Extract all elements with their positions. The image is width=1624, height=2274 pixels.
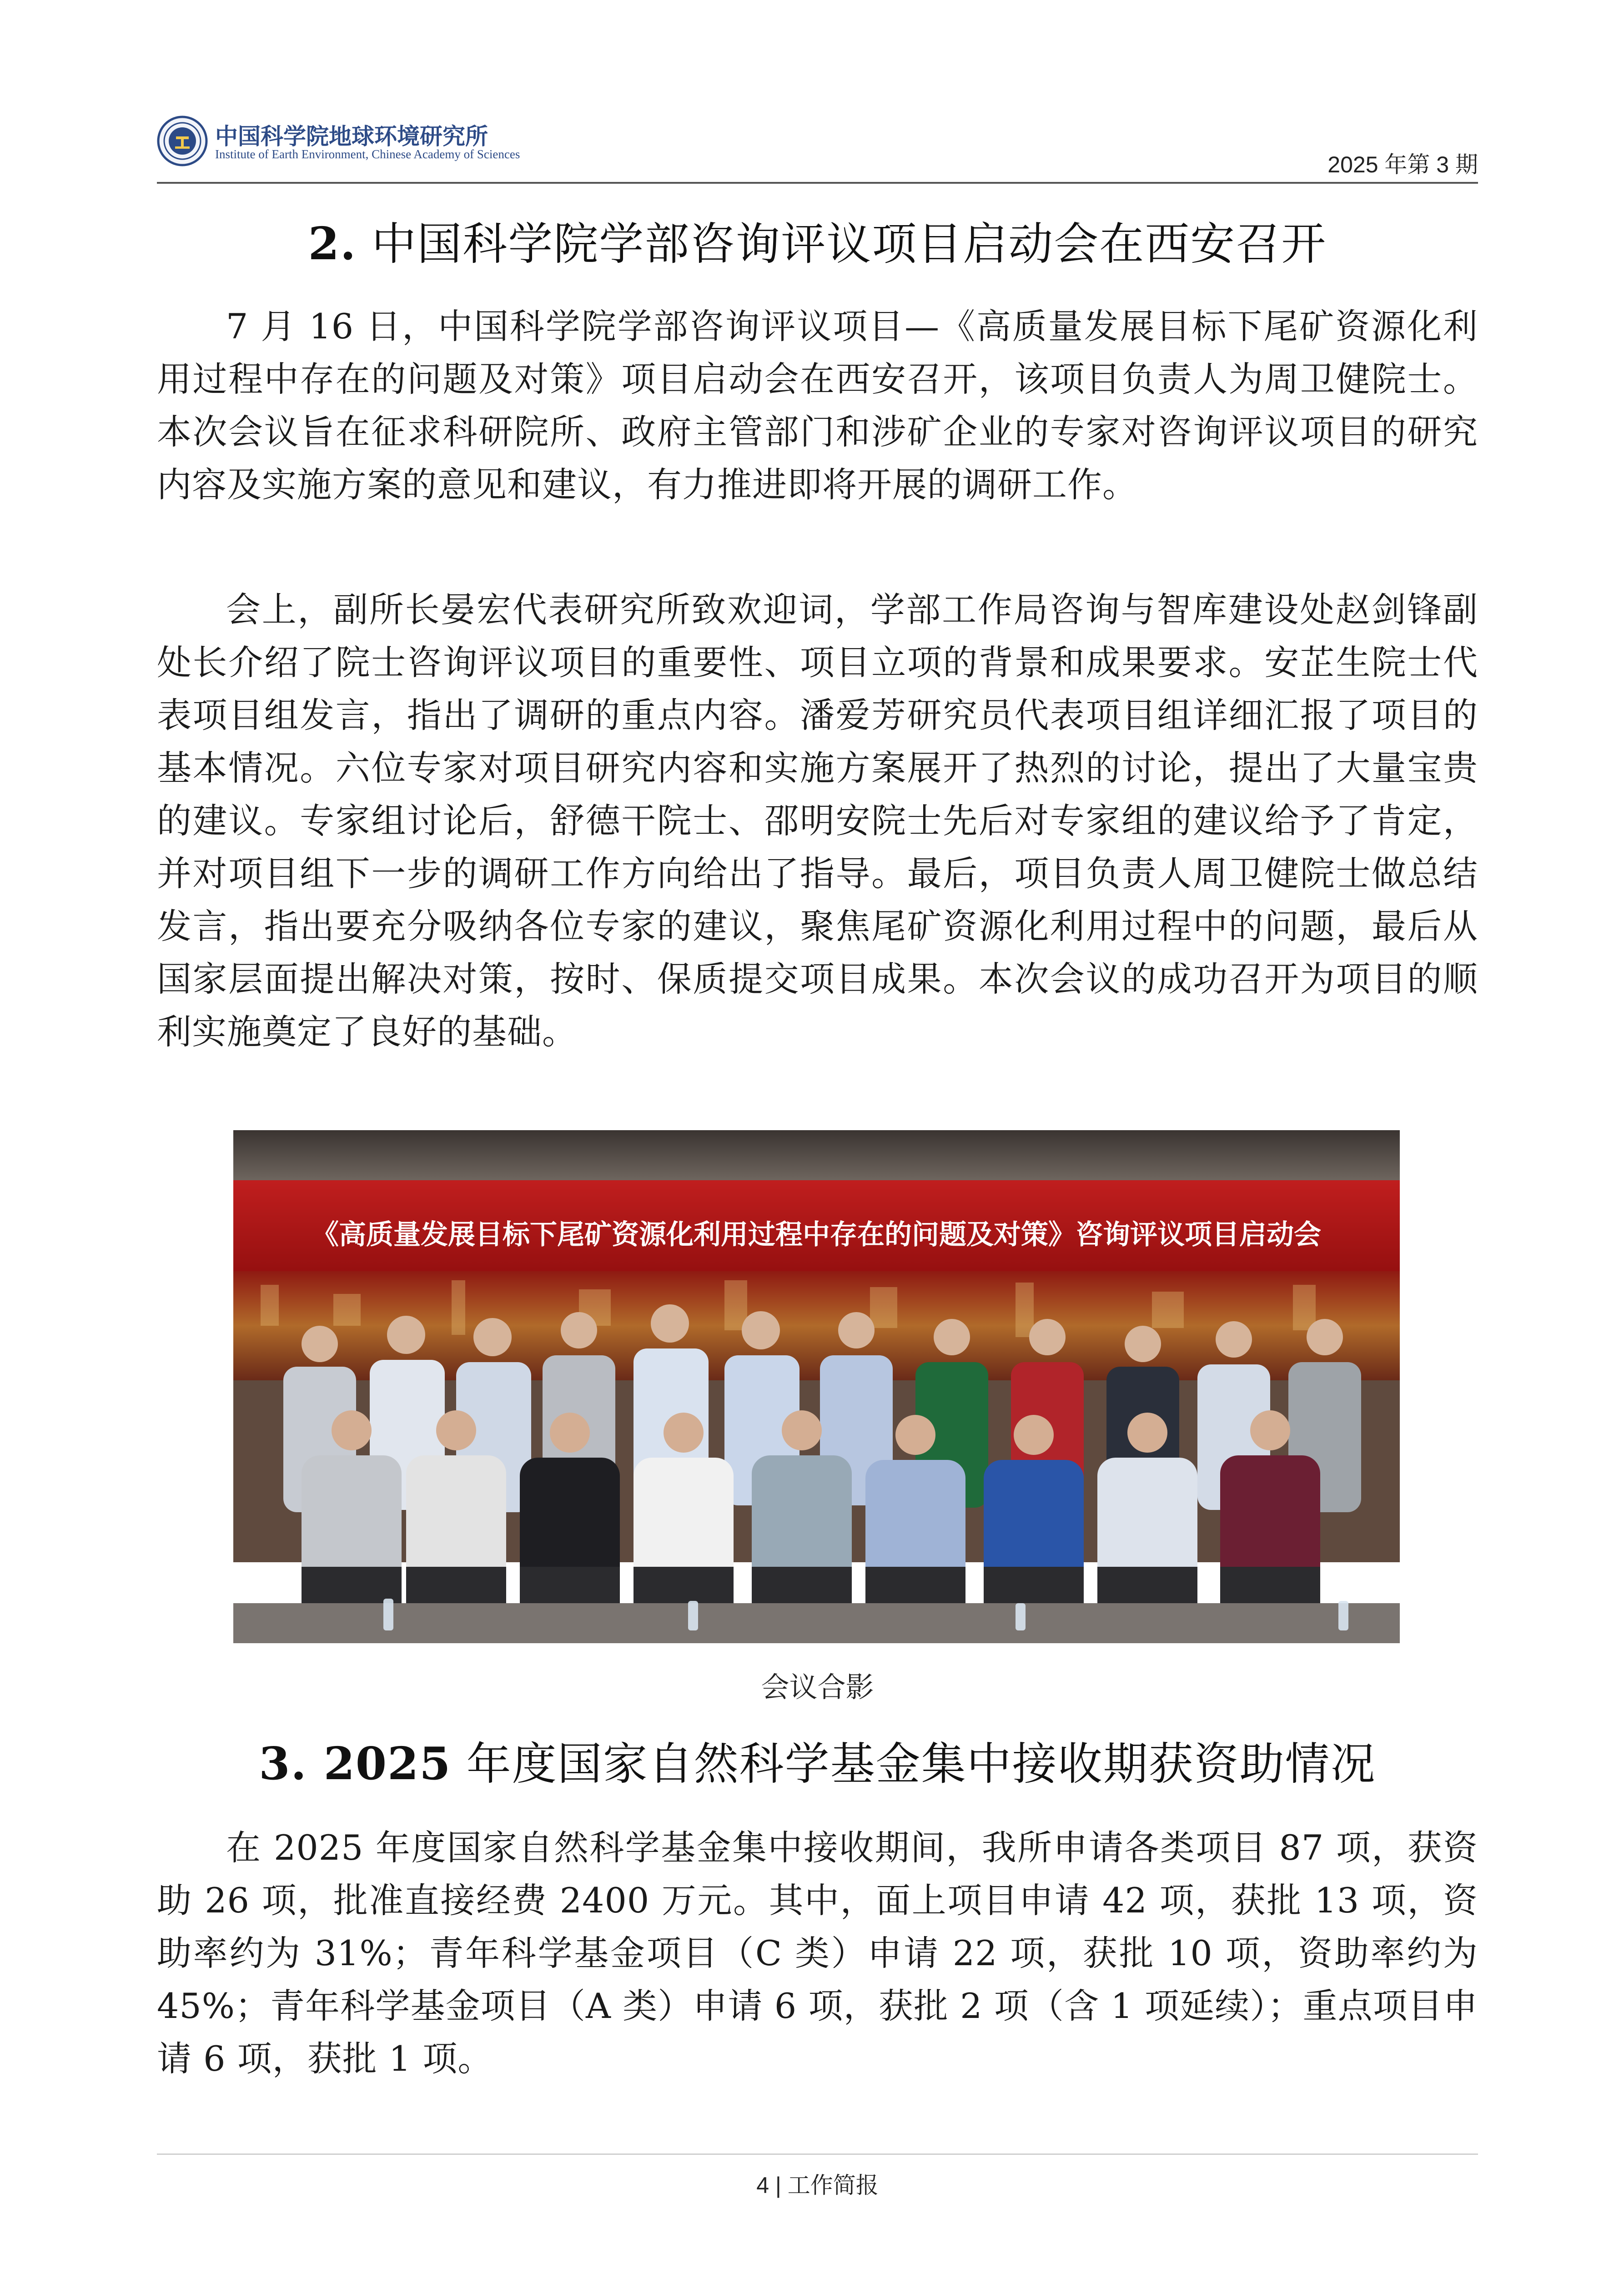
group-photo [233, 1130, 1400, 1643]
section-2-heading [157, 208, 1478, 272]
section-2-paragraph-2: 会上，副所长晏宏代表研究所致欢迎词，学部工作局咨询与智库建设处赵剑锋副处长介绍了院士咨询评议项目的重要性、项目立项的背景和成果要求。安芷生院士代表项目组发言，指出了调研的重点内容。潘爱芳研究员代表项目组详细汇报了项目的基本情况。六位专家对项目研究内容和实施方案展开了热烈的讨论，提出了大量宝贵的建议。专家组讨论后，舒德干院士、邵明安院士先后对专家组的建议给予了肯定，并对项目组下一步的调研工作方向给出了指导。最后，项目负责人周卫健院士做总结发言，指出要充分吸纳各位专家的建议，聚焦尾矿资源化利用过程中的问题，最后从国家层面提出解决对策，按时、保质提交项目成果。本次会议的成功召开为项目的顺利实施奠定了良好的基础。 [157, 589, 1478, 1052]
org-name-cn: 中国科学院地球环境研究所 [215, 123, 488, 150]
page-footer: 4 | 工作简报 [756, 2173, 879, 2198]
section-2-paragraph-1: 7 月 16 日，中国科学院学部咨询评议项目—《高质量发展目标下尾矿资源化利用过程中存在的问题及对策》项目启动会在西安召开，该项目负责人为周卫健院士。本次会议旨在征求科研院所、政府主管部门和涉矿企业的专家对咨询评议项目的研究内容及实施方案的意见和建议，有力推进即将开展的调研工作。 [157, 306, 1478, 505]
header-divider [157, 182, 1478, 184]
org-name-en: Institute of Earth Environment, Chinese Academy of Sciences [215, 147, 520, 161]
section-3-title: 年度国家自然科学基金集中接收期获资助情况 [466, 1738, 1376, 1790]
section-3-paragraph-1: 在 2025 年度国家自然科学基金集中接收期间，我所申请各类项目 87 项，获资助 26 项，批准直接经费 2400 万元。其中，面上项目申请 42 项，获批 13 项，资助率约为 31%；青年科学基金项目（C 类）申请 22 项，获批 10 项，资助率约为 45%；青年科学基金项目（A 类）申请 6 项，获批 2 项（含 1 项延续）；重点项目申请 6 项，获批 1 项。 [157, 1827, 1478, 2079]
section-3-heading [157, 1728, 1478, 1792]
issue-number: 2025 年第 3 期 [1327, 152, 1478, 177]
section-2-number: 2. [308, 218, 357, 270]
section-3-number: 3. 2025 [259, 1738, 452, 1790]
section-2-title: 中国科学院学部咨询评议项目启动会在西安召开 [372, 218, 1327, 270]
cas-seal-icon [157, 116, 208, 166]
footer-divider [157, 2153, 1478, 2155]
page-header [157, 109, 1478, 182]
photo-banner-text: 《高质量发展目标下尾矿资源化利用过程中存在的问题及对策》咨询评议项目启动会 [312, 1219, 1321, 1251]
photo-caption: 会议合影 [761, 1670, 874, 1704]
